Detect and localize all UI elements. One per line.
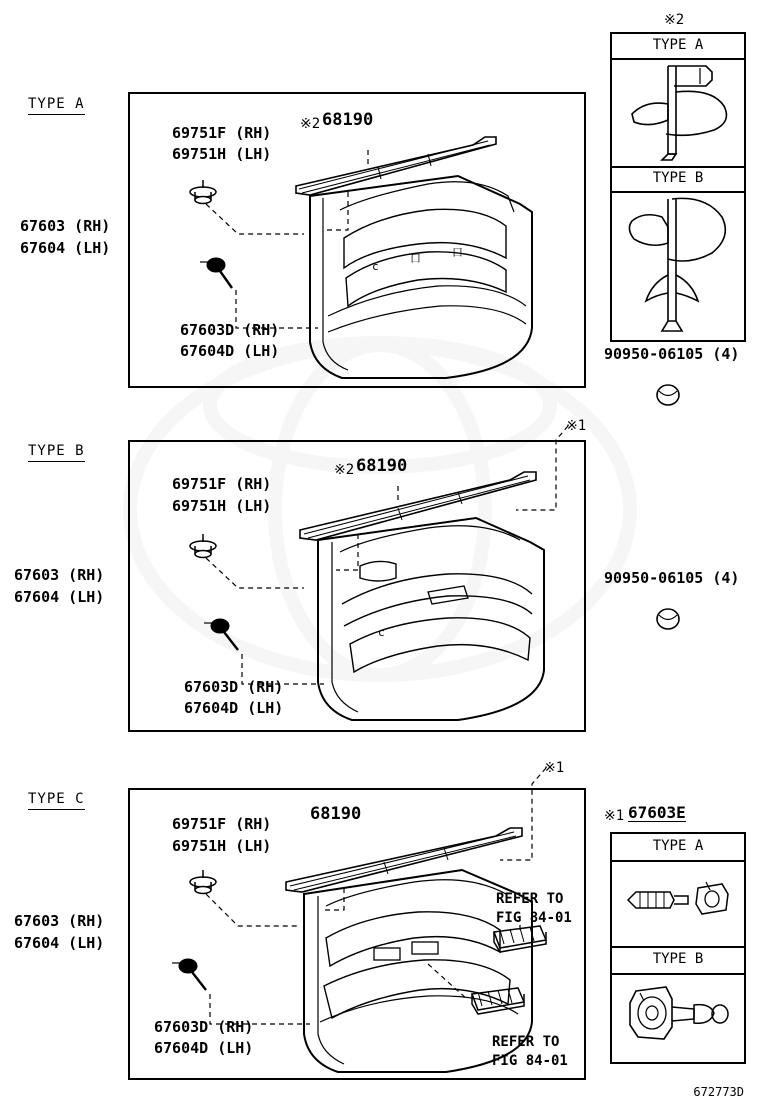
switch-detail-type-a-label: TYPE A <box>652 838 704 854</box>
type-b-belt-mark: ※2 <box>334 462 355 478</box>
type-b-clip-lh: 69751H (LH) <box>172 497 272 515</box>
grommet-part-a <box>200 258 232 288</box>
type-c-label: TYPE C <box>28 791 85 810</box>
type-c-refer-2-line2: FIG 84-01 <box>492 1053 568 1069</box>
type-c-artwork <box>128 760 598 1090</box>
type-b-label: TYPE B <box>28 443 85 462</box>
type-c-callout-mark: ※1 <box>544 760 565 776</box>
door-trim-panel-c <box>304 870 532 1072</box>
clip-detail-divider-2 <box>610 166 746 168</box>
type-b-grommet-rh: 67603D (RH) <box>184 678 284 696</box>
type-a-belt-part: 68190 <box>322 110 374 130</box>
belt-moulding-c <box>286 828 522 892</box>
type-b-callout-mark: ※1 <box>566 418 587 434</box>
switch-type-b-drawing <box>610 973 746 1063</box>
clip-type-a-drawing <box>610 58 746 166</box>
type-a-artwork <box>128 92 586 388</box>
type-a-part-lh: 67604 (LH) <box>20 239 111 257</box>
type-a-grommet-lh: 67604D (LH) <box>180 342 280 360</box>
type-c-refer-2-line1: REFER TO <box>492 1034 560 1050</box>
type-a-label: TYPE A <box>28 96 85 115</box>
type-a-belt-mark: ※2 <box>300 116 321 132</box>
clip-part-b <box>190 534 216 558</box>
drawing-number: 672773D <box>693 1085 744 1099</box>
window-switch-lower <box>472 988 524 1014</box>
svg-text:口: 口 <box>452 246 463 259</box>
switch-type-a-drawing <box>610 860 746 946</box>
type-c-refer-1-line2: FIG 84-01 <box>496 910 572 926</box>
belt-moulding-a <box>296 137 496 195</box>
svg-text:c: c <box>378 626 385 639</box>
type-c-refer-1-line1: REFER TO <box>496 891 564 907</box>
type-b-artwork <box>128 418 598 734</box>
type-b-belt-part: 68190 <box>356 456 408 476</box>
svg-text:c: c <box>372 260 379 273</box>
screw-icon-top <box>648 378 688 412</box>
type-c-grommet-rh: 67603D (RH) <box>154 1018 254 1036</box>
type-b-clip-rh: 69751F (RH) <box>172 475 272 493</box>
type-b-part-rh: 67603 (RH) <box>14 566 105 584</box>
type-c-grommet-lh: 67604D (LH) <box>154 1039 254 1057</box>
type-c-part-rh: 67603 (RH) <box>14 912 105 930</box>
type-b-grommet-lh: 67604D (LH) <box>184 699 284 717</box>
clip-detail-mark: ※2 <box>664 12 685 28</box>
screw-part-top: 90950-06105 (4) <box>604 345 740 363</box>
door-trim-panel-a <box>310 176 532 378</box>
switch-detail-type-b-label: TYPE B <box>652 951 704 967</box>
type-c-belt-part: 68190 <box>310 804 362 824</box>
clip-part-c <box>190 870 216 894</box>
type-c-part-lh: 67604 (LH) <box>14 934 105 952</box>
type-a-part-rh: 67603 (RH) <box>20 217 111 235</box>
type-c-clip-lh: 69751H (LH) <box>172 837 272 855</box>
clip-part-a <box>190 180 216 204</box>
clip-detail-type-b-label: TYPE B <box>652 170 704 186</box>
type-a-clip-lh: 69751H (LH) <box>172 145 272 163</box>
switch-detail-divider-2 <box>610 946 746 948</box>
clip-type-b-drawing <box>610 191 746 341</box>
grommet-part-c <box>172 959 206 990</box>
type-a-clip-rh: 69751F (RH) <box>172 124 272 142</box>
screw-icon-mid <box>648 602 688 636</box>
svg-text:口: 口 <box>410 252 421 265</box>
grommet-part-b <box>204 619 238 650</box>
door-trim-panel-b <box>318 518 544 720</box>
clip-detail-type-a-label: TYPE A <box>652 37 704 53</box>
type-a-grommet-rh: 67603D (RH) <box>180 321 280 339</box>
switch-detail-mark: ※1 <box>604 808 625 824</box>
screw-part-mid: 90950-06105 (4) <box>604 569 740 587</box>
switch-detail-part: 67603E <box>628 803 686 822</box>
type-b-part-lh: 67604 (LH) <box>14 588 105 606</box>
type-c-clip-rh: 69751F (RH) <box>172 815 272 833</box>
